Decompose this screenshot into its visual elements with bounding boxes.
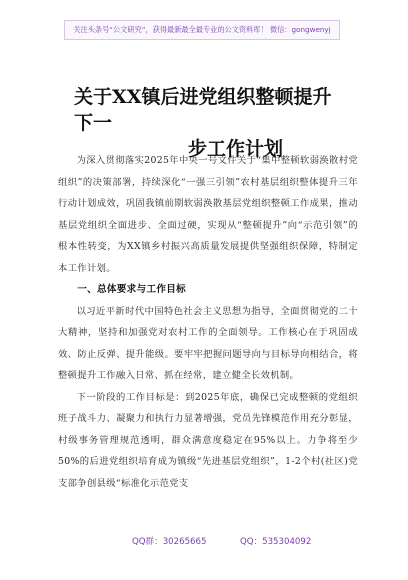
title-line-2: 步工作计划: [188, 138, 284, 160]
footer-qq-group: QQ群：30265665: [132, 537, 207, 547]
document-body: [58, 150, 358, 494]
body-paragraph: 下一阶段的工作目标是：到2025年底，确保已完成整顿的党组织班子战斗力、凝聚力和执行力显著增强，党员先锋模范作用充分彰显，村级事务管理规范透明，群众满意度稳定在95%以上。力争将至少50%的后进党组织培育成为镇级“先进基层党组织”，1-2个村(社区)党支部争创县级“标准化示范党支: [58, 391, 358, 489]
title-line-1: 关于XX镇后进党组织整顿提升下一: [74, 86, 332, 134]
section-heading: 一、总体要求与工作目标: [77, 284, 187, 295]
footer-qq: QQ：535304092: [240, 537, 312, 547]
intro-paragraph: 为深入贯彻落实2025年中央一号文件关于“集中整顿软弱涣散村党组织”的决策部署，持续深化“一强三引领”农村基层组织整体提升三年行动计划成效，巩固我镇前期软弱涣散基层党组织整顿工作成果，推动基层党组织全面进步、全面过硬，实现从“整顿提升”向“示范引领”的根本性转变，为XX镇乡村振兴高质量发展提供坚强组织保障，特制定本工作计划。: [58, 155, 358, 274]
body-paragraph: 以习近平新时代中国特色社会主义思想为指导，全面贯彻党的二十大精神，坚持和加强党对农村工作的全面领导。工作核心在于巩固成效、防止反弹、提升能级。要牢牢把握问题导向与目标导向相结合，将整顿提升工作融入日常、抓在经常，建立健全长效机制。: [58, 305, 358, 381]
header-banner: 关注头条号“公文研究”，获得最新最全最专业的公文资料库！ 微信：gongwenyj: [64, 20, 340, 40]
